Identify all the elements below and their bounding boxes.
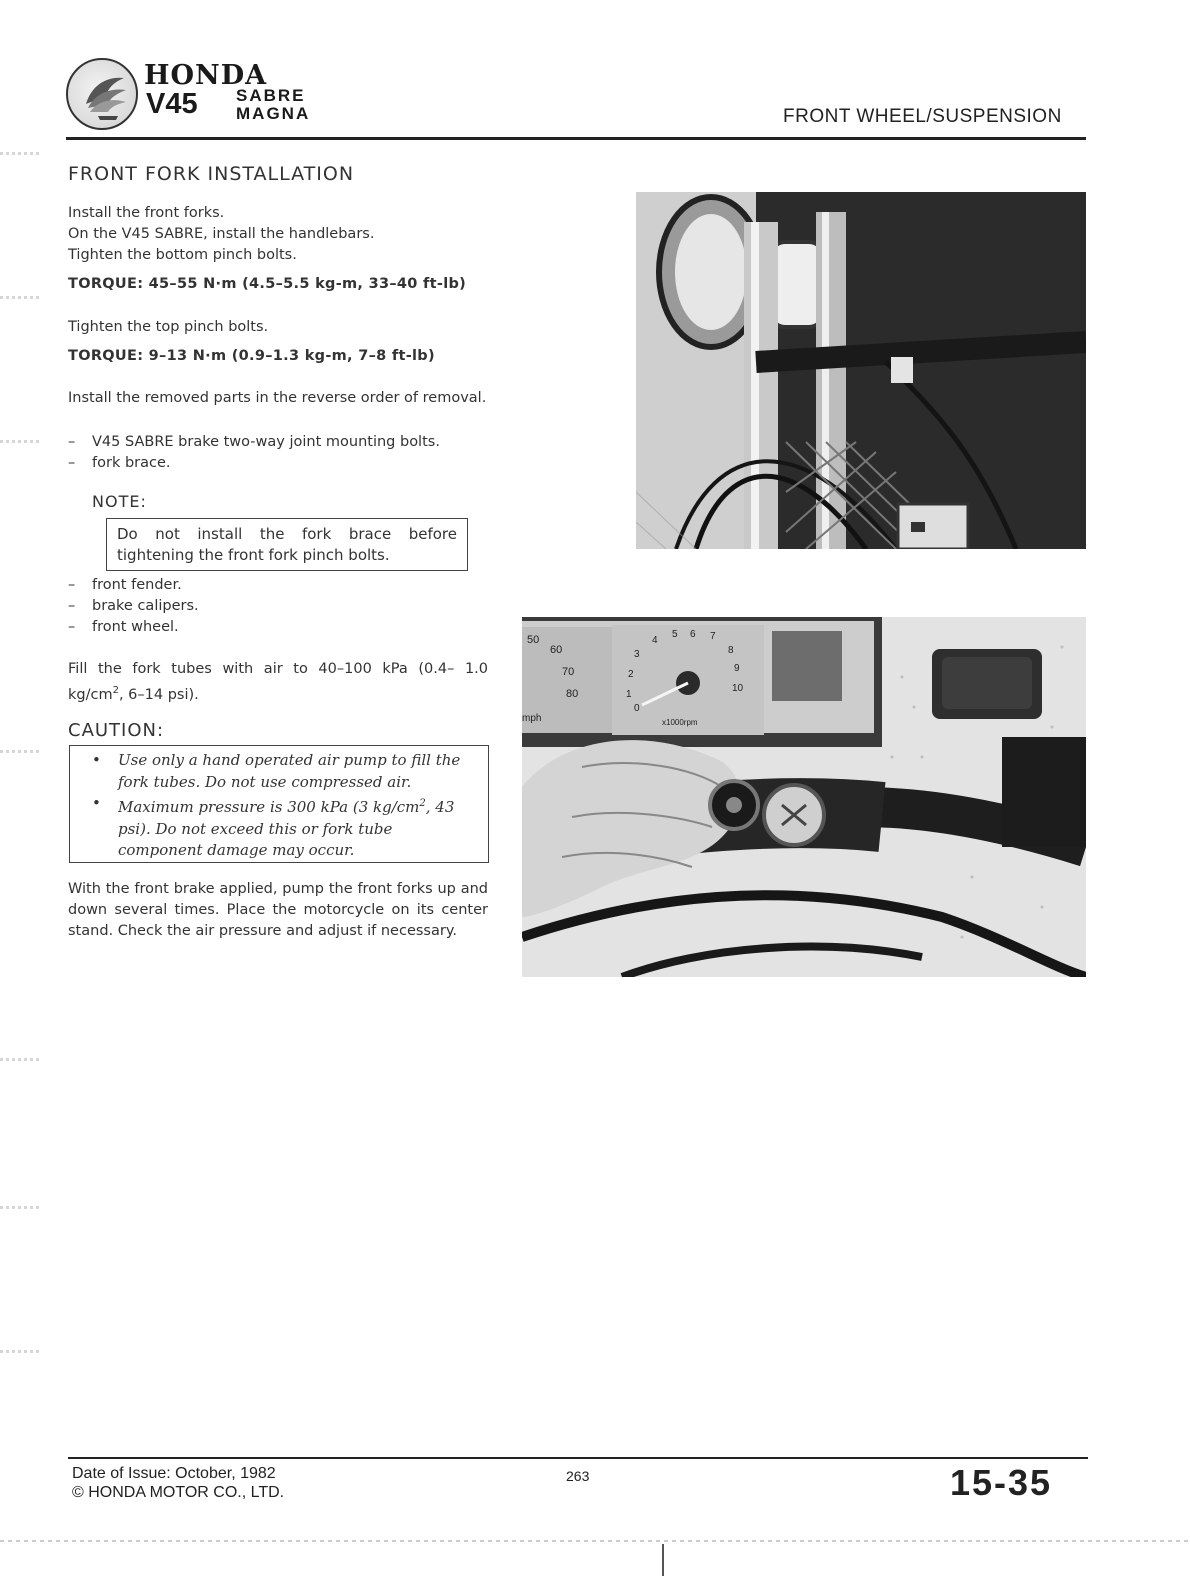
speedometer-label: 60 [550, 644, 563, 656]
speedometer-label: 70 [562, 666, 575, 678]
copyright: © HONDA MOTOR CO., LTD. [72, 1484, 285, 1501]
tachometer-label: 9 [734, 663, 740, 674]
scan-edge-mark [0, 296, 40, 299]
scan-edge-mark [0, 440, 40, 443]
speedometer-label: 80 [566, 688, 579, 700]
tachometer-label: 5 [672, 629, 678, 640]
brand-name: HONDA [144, 60, 268, 91]
parts-list-b [68, 575, 488, 638]
list-item: – fork brace. [68, 455, 171, 471]
tachometer-label: 2 [628, 669, 634, 680]
tachometer-unit: x1000rpm [662, 718, 698, 727]
intro-step: Tighten the bottom pinch bolts. [68, 247, 297, 263]
parts-list-a [68, 432, 488, 474]
list-item: – front wheel. [68, 619, 179, 635]
scan-edge-mark [0, 1206, 40, 1209]
binding-mark [662, 1544, 664, 1576]
fork-pinch-bolt-photo [636, 192, 1086, 549]
caution-box [69, 745, 489, 863]
caution-item: • Maximum pressure is 300 kPa (3 $kg/cm^2$, 43 psi). Do not exceed this or fork tube component damage may occur. [92, 794, 455, 859]
tachometer-label: 8 [728, 645, 734, 656]
caution-item: • Use only a hand operated air pump to fill the fork tubes. Do not use compressed air. [92, 751, 461, 791]
section-header: FRONT WHEEL/SUSPENSION [783, 106, 1062, 127]
section-page-code: 15-35 [950, 1462, 1053, 1503]
model-variant-magna: MAGNA [236, 104, 311, 123]
tighten-top-step: Tighten the top pinch bolts. [68, 319, 269, 335]
intro-step: Install the front forks. [68, 205, 225, 221]
tachometer-label: 3 [634, 649, 640, 660]
note-box: Do not install the fork brace before tightening the front fork pinch bolts. [106, 518, 468, 571]
reinstall-step: Install the removed parts in the reverse order of removal. [68, 390, 487, 406]
issue-date: Date of Issue: October, 1982 [72, 1465, 276, 1482]
scan-edge-mark [0, 152, 40, 155]
speedometer-unit: mph [522, 713, 542, 724]
tachometer-label: 6 [690, 629, 696, 640]
tachometer-label: 7 [710, 631, 716, 642]
model-code: V45 [146, 88, 198, 120]
list-item: – front fender. [68, 577, 182, 593]
tachometer-label: 4 [652, 635, 658, 646]
scan-edge-mark [0, 750, 40, 753]
header-rule [66, 137, 1086, 140]
list-item: – brake calipers. [68, 598, 199, 614]
note-label: NOTE: [92, 492, 147, 511]
caution-label: CAUTION: [68, 720, 165, 741]
tachometer-label: 10 [732, 683, 744, 694]
scan-bottom-edge [0, 1540, 1190, 1542]
fill-air-step: Fill the fork tubes with air to 40–100 kPa (0.4– 1.0 $kg/cm^2$, 6–14 psi). [68, 661, 489, 703]
tachometer-label: 1 [626, 689, 632, 700]
speedometer-label: 50 [527, 634, 540, 646]
honda-wing-logo [66, 58, 138, 130]
section-title: FRONT FORK INSTALLATION [68, 163, 355, 185]
fork-air-valve-photo [522, 617, 1086, 977]
footer-rule [68, 1457, 1088, 1459]
wing-emblem-icon [68, 60, 138, 130]
torque-bottom-pinch: TORQUE: 45–55 N·m (4.5–5.5 kg-m, 33–40 ft-lb) [68, 276, 467, 292]
scan-edge-mark [0, 1058, 40, 1061]
footer-issue-info [72, 1464, 284, 1502]
list-item: – V45 SABRE brake two-way joint mounting bolts. [68, 434, 440, 450]
model-variant-sabre: SABRE [236, 86, 306, 105]
pump-forks-step: With the front brake applied, pump the front forks up and down several times. Place the motorcycle on its center stand. Check the air pressure and adjust if necessary. [68, 881, 488, 939]
intro-steps [68, 203, 488, 266]
intro-step: On the V45 SABRE, install the handlebars. [68, 226, 375, 242]
page-number: 263 [566, 1468, 590, 1484]
tachometer-label: 0 [634, 703, 640, 714]
torque-top-pinch: TORQUE: 9–13 N·m (0.9–1.3 kg-m, 7–8 ft-lb) [68, 348, 435, 364]
scan-edge-mark [0, 1350, 40, 1353]
